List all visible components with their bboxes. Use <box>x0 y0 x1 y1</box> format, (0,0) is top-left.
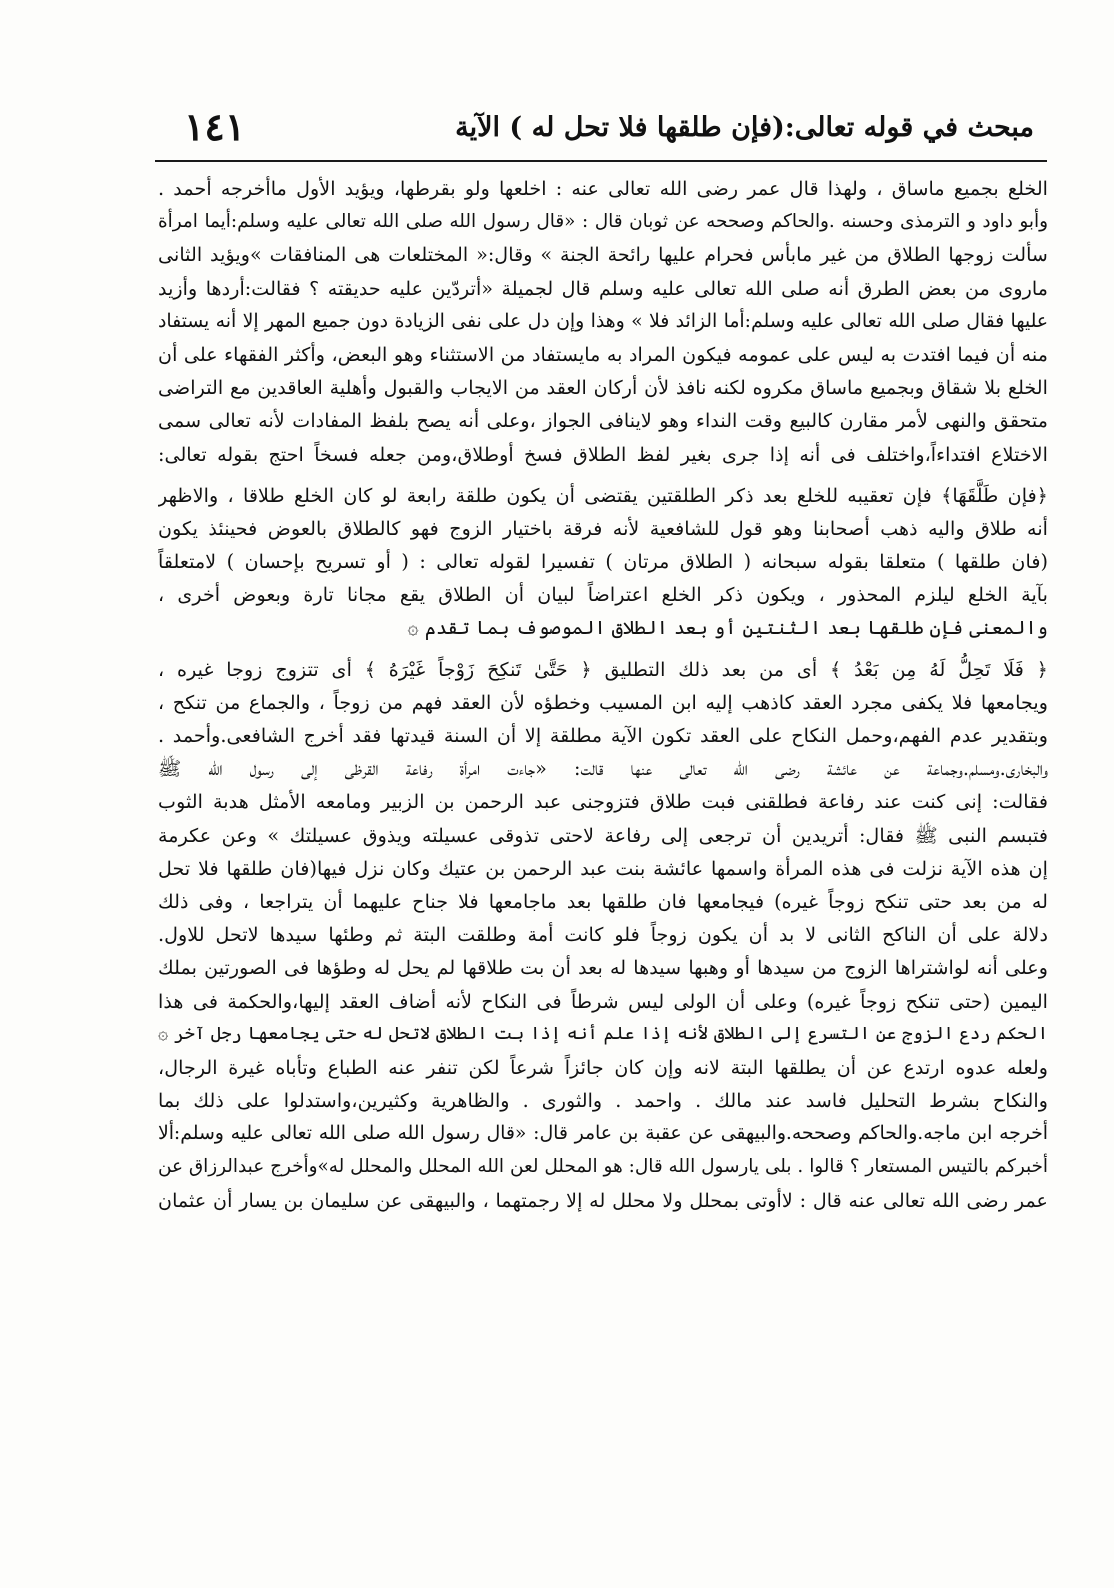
text-line: إن هذه الآية نزلت فى هذه المرأة واسمها عائشة بنت عبد الرحمن بن عتيك وكان نزل فيها(فان طلقها فلا تحل <box>158 856 1048 880</box>
main-text <box>158 172 1048 1217</box>
text-line: والمعنى فإن طلقها بعد الثنتين أو بعد الطلاق الموصوف بما تقدم ۞ <box>407 616 1048 640</box>
paragraph <box>158 653 1048 1217</box>
text-line: الخلع بلا شقاق وبجميع ماساق مكروه لكنه نافذ لأن أركان العقد من الايجاب والقبول وأهلية العاقدين مع التراضى <box>158 376 1048 400</box>
text-line: له من بعد حتى تنكح زوجاً غيره) فيجامعها فان طلقها بعد ماجامعها فلا جناح عليهما أن يتراجعا ، وفى ذلك <box>158 889 1048 913</box>
text-line: سألت زوجها الطلاق من غير مابأس فحرام عليها رائحة الجنة » وقال:« المختلعات هى المنافقات »ويؤيد الثانى <box>158 243 1048 267</box>
text-line: ولعله عدوه ارتدع عن أن يطلقها البتة لانه وإن كان جائزاً شرعاً لكن تنفر عنه الطباع وتأباه غيرة الرجال، <box>158 1055 1048 1079</box>
text-line: فتبسم النبى ﷺ فقال: أتريدين أن ترجعى إلى رفاعة لاحتى تذوقى عسيلته ويذوق عسيلتك » وعن عكرمة <box>158 823 1048 847</box>
page-number: ١٤١ <box>184 104 246 149</box>
text-line: وأبو داود و الترمذى وحسنه .والحاكم وصححه عن ثوبان قال : «قال رسول الله صلى الله تعالى عليه وسلم:أيما امرأة <box>158 211 1048 233</box>
paragraph <box>158 479 1048 645</box>
text-line: ماروى من بعض الطرق أنه صلى الله تعالى عليه وسلم قال لجميلة «أتردّين عليه حديقته ؟ فقالت:أردها وأزيد <box>158 276 1048 300</box>
text-line: أنه طلاق واليه ذهب أصحابنا وهو قول للشافعية لأنه فرقة باختيار الزوج فهو كالطلاق بالعوض فحينئذ يكون <box>158 516 1048 540</box>
text-line: متحقق والنهى لأمر مقارن كالبيع وقت النداء وهو لاينافى الجواز ،وعلى أنه يصح بلفظ المفادات لأنه تعالى سمى <box>158 409 1048 433</box>
running-title: مبحث في قوله تعالى:(فإن طلقها فلا تحل له ) الآية <box>455 112 1034 143</box>
header-divider <box>155 160 1047 162</box>
text-line: أخرجه ابن ماجه.والحاكم وصححه.والبيهقى عن عقبة بن عامر قال: «قال رسول الله صلى الله تعالى عليه وسلم:ألا <box>158 1123 1048 1145</box>
text-line: أخبركم بالتيس المستعار ؟ قالوا . بلى يارسول الله قال: هو المحلل لعن الله المحلل والمحلل له»وأخرج عبدالرزاق عن <box>158 1156 1048 1178</box>
text-line: بآية الخلع ليلزم المحذور ، ويكون ذكر الخلع اعتراضاً لبيان أن الطلاق يقع مجانا تارة وبعوض أخرى ، <box>158 583 1048 607</box>
text-line: الاختلاع افتداءاً،واختلف فى أنه إذا جرى بغير لفظ الطلاق فسخ أوطلاق،ومن جعله فسخاً احتج بقوله تعالى: <box>158 442 1048 466</box>
paragraph-gap <box>158 471 1048 479</box>
page-header <box>150 104 1050 158</box>
text-line: عليها فقال صلى الله تعالى عليه وسلم:أما الزائد فلا » وهذا وإن دل على نفى الزيادة دون جميع المهر إلا أنه يستفاد <box>158 310 1048 332</box>
text-line: (فان طلقها ) متعلقا بقوله سبحانه ( الطلاق مرتان ) تفسيرا لقوله تعالى : ( أو تسريح بإحسان ) لامتعلقاً <box>158 550 1048 574</box>
text-line: فقالت: إنى كنت عند رفاعة فطلقنى فبت طلاق فتزوجنى عبد الرحمن بن الزبير ومامعه الأمثل هدبة الثوب <box>158 790 1048 814</box>
text-line: والبخارى.ومسلم.وجماعة عن عائشة رضى الله تعالى عنها قالت: «جاءت امرأة رفاعة القرظى إلى رسول الله ﷺ <box>158 757 1048 781</box>
paragraph <box>158 172 1048 471</box>
text-line: ﴿ فَلَا تَحِلُّ لَهُ مِن بَعْدُ ﴾ أى من بعد ذلك التطليق ﴿ حَتَّىٰ تَنكِحَ زَوْجاً غَيْرَهُ ﴾ أى تتزوج زوجا غيره ، <box>158 657 1048 681</box>
text-line: منه أن فيما افتدت به ليس على عمومه فيكون المراد به مايستفاد من الاستثناء وهو البعض، وأكثر الفقهاء على أن <box>158 342 1048 366</box>
text-line: ﴿فإن طَلَّقَهَا﴾ فإن تعقيبه للخلع بعد ذكر الطلقتين يقتضى أن يكون طلقة رابعة لو كان الخلع طلاقا ، والاظهر <box>158 483 1048 507</box>
text-line: والنكاح بشرط التحليل فاسد عند مالك . واحمد . والثورى . والظاهرية وكثيرين،واستدلوا على ذلك بما <box>158 1089 1048 1113</box>
text-line: ويجامعها فلا يكفى مجرد العقد كاذهب إليه ابن المسيب وخطؤه لأن العقد فهم من زوجاً ، والجماع من تنكح ، <box>158 690 1048 714</box>
text-line: الحكم ردع الزوج عن التسرع إلى الطلاق لأنه إذا علم أنه إذا بت الطلاق لاتحل له حتى يجامعها رجل آخر ۞ <box>158 1023 1048 1044</box>
text-line: وبتقدير عدم الفهم،وحمل النكاح على العقد تكون الآية مطلقة إلا أن السنة قيدتها فقد أخرج الشافعى.وأحمد . <box>158 724 1048 747</box>
paragraph-gap <box>158 645 1048 653</box>
text-line: دلالة على أن الناكح الثانى لا بد أن يكون زوجاً فلو كانت أمة وطلقت البتة ثم وطئها سيدها لاتحل للاول. <box>158 923 1048 947</box>
text-line: عمر رضى الله تعالى عنه قال : لاأوتى بمحلل ولا محلل له إلا رجمتهما ، والبيهقى عن سليمان بن يسار أن عثمان <box>158 1188 1048 1212</box>
text-line: الخلع بجميع ماساق ، ولهذا قال عمر رضى الله تعالى عنه : اخلعها ولو بقرطها، ويؤيد الأول ماأخرجه أحمد . <box>158 177 1048 200</box>
text-line: وعلى أنه لواشتراها الزوج من سيدها أو وهبها سيدها له بعد أن بت طلاقها لم يحل له وطؤها فى الصورتين بملك <box>158 956 1048 980</box>
text-line: اليمين (حتى تنكح زوجاً غيره) وعلى أن الولى ليس شرطاً فى النكاح لأنه أضاف العقد إليها،والحكمة فى هذا <box>158 989 1048 1013</box>
